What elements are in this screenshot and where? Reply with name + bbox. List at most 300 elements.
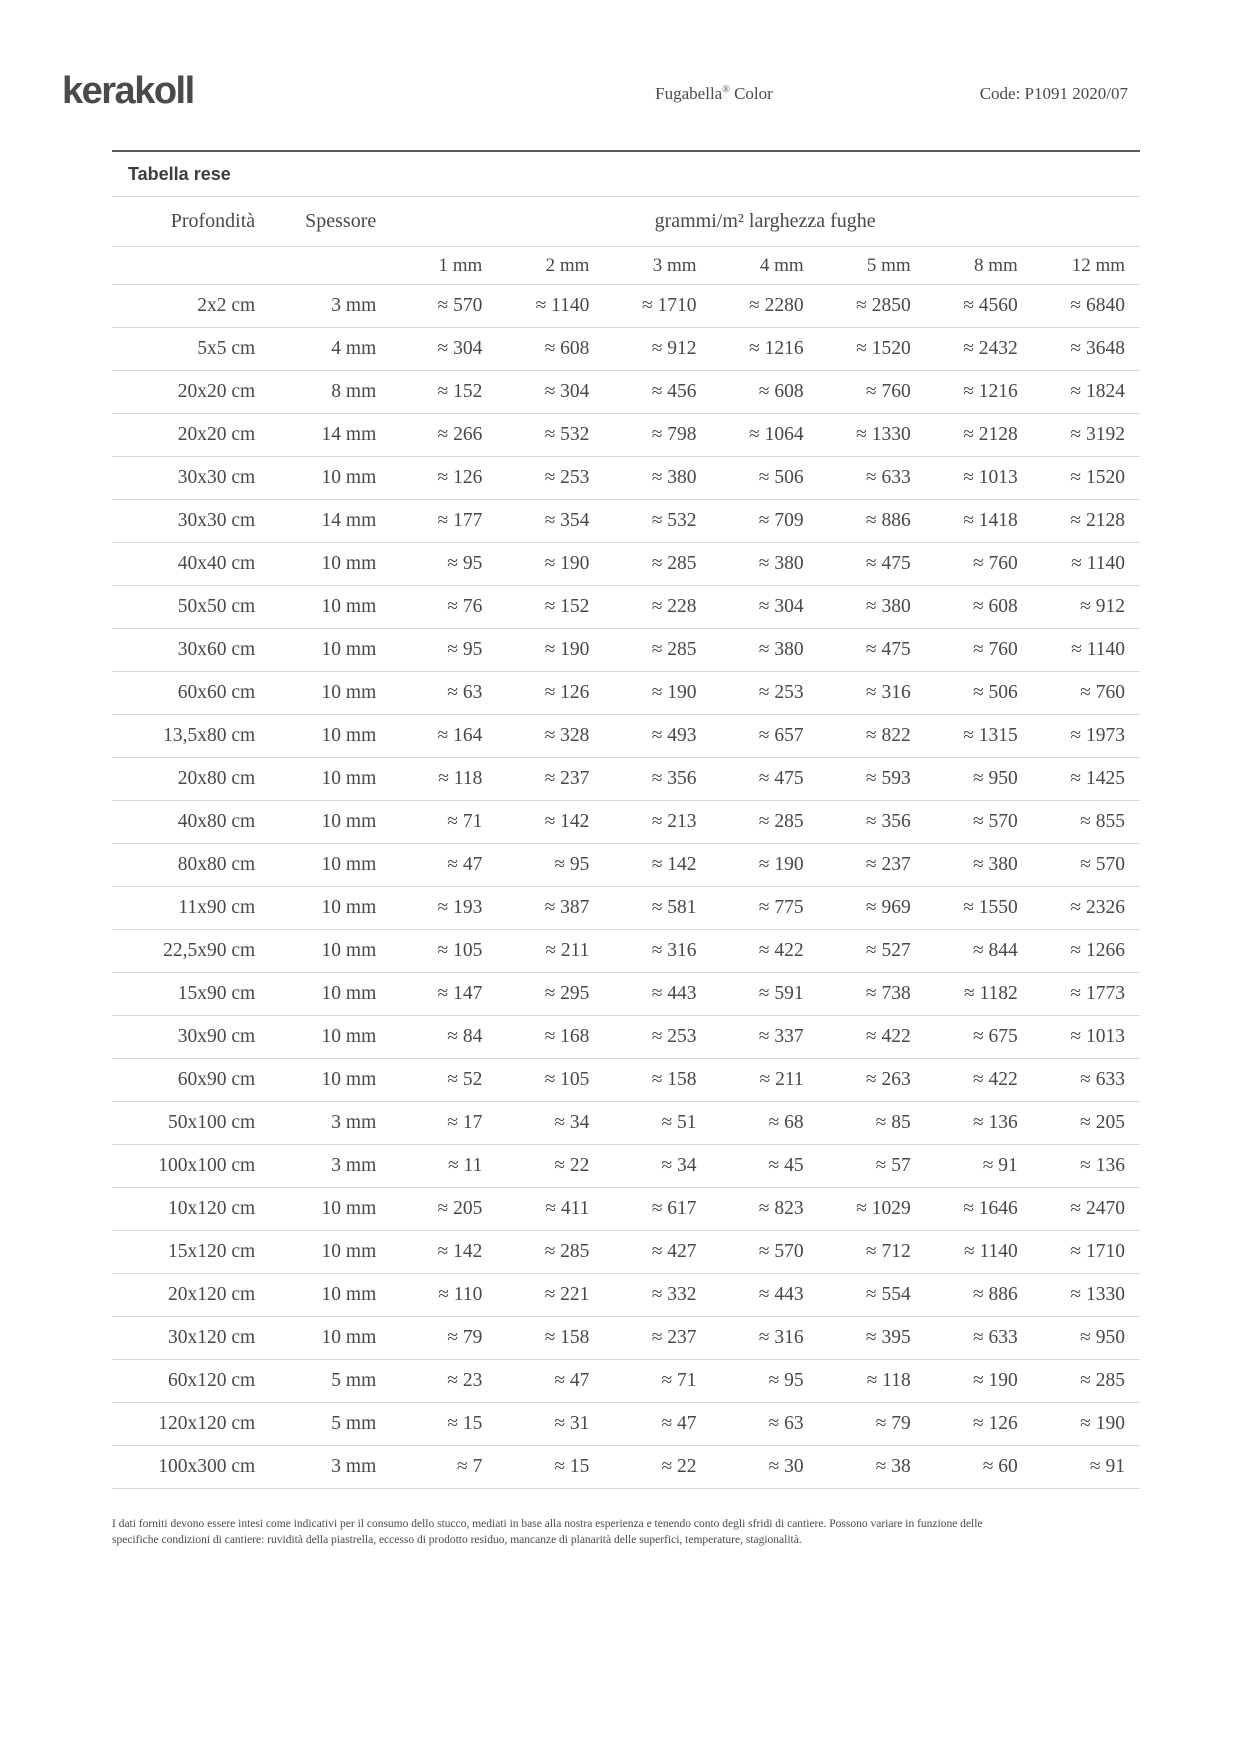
grams-cell: ≈ 158 bbox=[497, 1317, 604, 1360]
table-row bbox=[112, 715, 1140, 758]
tile-format-cell: 2x2 cm bbox=[112, 285, 267, 328]
tile-format-cell: 120x120 cm bbox=[112, 1403, 267, 1446]
table-body bbox=[112, 285, 1140, 1489]
grams-cell: ≈ 253 bbox=[497, 457, 604, 500]
grams-cell: ≈ 304 bbox=[712, 586, 819, 629]
grams-cell: ≈ 190 bbox=[497, 629, 604, 672]
grams-cell: ≈ 1330 bbox=[819, 414, 926, 457]
grams-cell: ≈ 1064 bbox=[712, 414, 819, 457]
grams-cell: ≈ 23 bbox=[390, 1360, 497, 1403]
grams-cell: ≈ 380 bbox=[819, 586, 926, 629]
grams-cell: ≈ 1773 bbox=[1033, 973, 1140, 1016]
grams-cell: ≈ 237 bbox=[819, 844, 926, 887]
grams-cell: ≈ 118 bbox=[390, 758, 497, 801]
tile-format-cell: 20x120 cm bbox=[112, 1274, 267, 1317]
grams-cell: ≈ 71 bbox=[604, 1360, 711, 1403]
grams-cell: ≈ 633 bbox=[819, 457, 926, 500]
grams-cell: ≈ 823 bbox=[712, 1188, 819, 1231]
table-row bbox=[112, 1102, 1140, 1145]
grams-cell: ≈ 950 bbox=[926, 758, 1033, 801]
grams-cell: ≈ 1710 bbox=[1033, 1231, 1140, 1274]
grams-cell: ≈ 380 bbox=[604, 457, 711, 500]
joint-width-header: 5 mm bbox=[819, 247, 926, 285]
grams-cell: ≈ 422 bbox=[926, 1059, 1033, 1102]
table-row bbox=[112, 1403, 1140, 1446]
yield-table bbox=[112, 150, 1140, 1489]
grams-cell: ≈ 136 bbox=[926, 1102, 1033, 1145]
grams-cell: ≈ 328 bbox=[497, 715, 604, 758]
joint-width-header: 12 mm bbox=[1033, 247, 1140, 285]
grams-cell: ≈ 570 bbox=[390, 285, 497, 328]
grams-cell: ≈ 1824 bbox=[1033, 371, 1140, 414]
grams-cell: ≈ 475 bbox=[819, 543, 926, 586]
yield-table-section bbox=[112, 150, 1140, 1489]
grams-cell: ≈ 152 bbox=[390, 371, 497, 414]
grams-cell: ≈ 228 bbox=[604, 586, 711, 629]
thickness-cell: 8 mm bbox=[267, 371, 390, 414]
table-row bbox=[112, 672, 1140, 715]
table-row bbox=[112, 1446, 1140, 1489]
thickness-cell: 10 mm bbox=[267, 758, 390, 801]
grams-cell: ≈ 1646 bbox=[926, 1188, 1033, 1231]
grams-cell: ≈ 354 bbox=[497, 500, 604, 543]
table-row bbox=[112, 371, 1140, 414]
thickness-cell: 10 mm bbox=[267, 629, 390, 672]
grams-cell: ≈ 411 bbox=[497, 1188, 604, 1231]
joint-width-header: 2 mm bbox=[497, 247, 604, 285]
grams-cell: ≈ 760 bbox=[1033, 672, 1140, 715]
grams-cell: ≈ 213 bbox=[604, 801, 711, 844]
grams-cell: ≈ 844 bbox=[926, 930, 1033, 973]
grams-cell: ≈ 253 bbox=[712, 672, 819, 715]
grams-cell: ≈ 30 bbox=[712, 1446, 819, 1489]
tile-format-cell: 30x30 cm bbox=[112, 500, 267, 543]
grams-cell: ≈ 532 bbox=[497, 414, 604, 457]
grams-cell: ≈ 427 bbox=[604, 1231, 711, 1274]
grams-cell: ≈ 316 bbox=[604, 930, 711, 973]
grams-cell: ≈ 1013 bbox=[1033, 1016, 1140, 1059]
grams-cell: ≈ 57 bbox=[819, 1145, 926, 1188]
grams-cell: ≈ 190 bbox=[1033, 1403, 1140, 1446]
tile-format-cell: 10x120 cm bbox=[112, 1188, 267, 1231]
grams-cell: ≈ 912 bbox=[1033, 586, 1140, 629]
grams-cell: ≈ 1216 bbox=[712, 328, 819, 371]
grams-cell: ≈ 221 bbox=[497, 1274, 604, 1317]
tile-format-cell: 30x120 cm bbox=[112, 1317, 267, 1360]
grams-cell: ≈ 1550 bbox=[926, 887, 1033, 930]
table-title: Tabella rese bbox=[112, 151, 1140, 197]
grams-cell: ≈ 285 bbox=[497, 1231, 604, 1274]
grams-cell: ≈ 1425 bbox=[1033, 758, 1140, 801]
grams-cell: ≈ 158 bbox=[604, 1059, 711, 1102]
grams-cell: ≈ 608 bbox=[497, 328, 604, 371]
grams-cell: ≈ 52 bbox=[390, 1059, 497, 1102]
grams-cell: ≈ 1013 bbox=[926, 457, 1033, 500]
grams-cell: ≈ 76 bbox=[390, 586, 497, 629]
grams-cell: ≈ 1266 bbox=[1033, 930, 1140, 973]
product-name: Fugabella bbox=[655, 84, 723, 103]
grams-cell: ≈ 593 bbox=[819, 758, 926, 801]
table-header-row bbox=[112, 197, 1140, 247]
grams-cell: ≈ 456 bbox=[604, 371, 711, 414]
grams-cell: ≈ 1140 bbox=[1033, 543, 1140, 586]
grams-cell: ≈ 190 bbox=[926, 1360, 1033, 1403]
grams-cell: ≈ 34 bbox=[604, 1145, 711, 1188]
thickness-cell: 10 mm bbox=[267, 1317, 390, 1360]
tile-format-cell: 100x100 cm bbox=[112, 1145, 267, 1188]
grams-cell: ≈ 1710 bbox=[604, 285, 711, 328]
table-title-row bbox=[112, 151, 1140, 197]
grams-cell: ≈ 581 bbox=[604, 887, 711, 930]
grams-cell: ≈ 822 bbox=[819, 715, 926, 758]
grams-cell: ≈ 285 bbox=[1033, 1360, 1140, 1403]
grams-cell: ≈ 71 bbox=[390, 801, 497, 844]
grams-cell: ≈ 22 bbox=[497, 1145, 604, 1188]
joint-width-header: 8 mm bbox=[926, 247, 1033, 285]
thickness-cell: 10 mm bbox=[267, 457, 390, 500]
tile-format-cell: 50x50 cm bbox=[112, 586, 267, 629]
grams-cell: ≈ 4560 bbox=[926, 285, 1033, 328]
grams-cell: ≈ 969 bbox=[819, 887, 926, 930]
grams-cell: ≈ 205 bbox=[390, 1188, 497, 1231]
grams-cell: ≈ 118 bbox=[819, 1360, 926, 1403]
grams-cell: ≈ 2326 bbox=[1033, 887, 1140, 930]
column-group-header: grammi/m² larghezza fughe bbox=[390, 197, 1140, 247]
grams-cell: ≈ 1418 bbox=[926, 500, 1033, 543]
grams-cell: ≈ 126 bbox=[497, 672, 604, 715]
table-row bbox=[112, 1274, 1140, 1317]
grams-cell: ≈ 2128 bbox=[1033, 500, 1140, 543]
tile-format-cell: 30x30 cm bbox=[112, 457, 267, 500]
grams-cell: ≈ 47 bbox=[604, 1403, 711, 1446]
table-row bbox=[112, 1360, 1140, 1403]
grams-cell: ≈ 633 bbox=[1033, 1059, 1140, 1102]
registered-mark: ® bbox=[722, 84, 730, 96]
grams-cell: ≈ 136 bbox=[1033, 1145, 1140, 1188]
grams-cell: ≈ 193 bbox=[390, 887, 497, 930]
document-code: Code: P1091 2020/07 bbox=[979, 84, 1128, 103]
grams-cell: ≈ 190 bbox=[712, 844, 819, 887]
thickness-cell: 5 mm bbox=[267, 1403, 390, 1446]
grams-cell: ≈ 285 bbox=[604, 629, 711, 672]
grams-cell: ≈ 11 bbox=[390, 1145, 497, 1188]
document-header bbox=[0, 0, 1241, 130]
grams-cell: ≈ 2128 bbox=[926, 414, 1033, 457]
table-row bbox=[112, 1016, 1140, 1059]
thickness-cell: 10 mm bbox=[267, 672, 390, 715]
grams-cell: ≈ 912 bbox=[604, 328, 711, 371]
grams-cell: ≈ 91 bbox=[926, 1145, 1033, 1188]
tile-format-cell: 40x40 cm bbox=[112, 543, 267, 586]
thickness-cell: 10 mm bbox=[267, 1274, 390, 1317]
grams-cell: ≈ 95 bbox=[390, 543, 497, 586]
grams-cell: ≈ 126 bbox=[926, 1403, 1033, 1446]
tile-format-cell: 80x80 cm bbox=[112, 844, 267, 887]
grams-cell: ≈ 84 bbox=[390, 1016, 497, 1059]
grams-cell: ≈ 190 bbox=[604, 672, 711, 715]
footnote bbox=[112, 1516, 1122, 1548]
grams-cell: ≈ 79 bbox=[819, 1403, 926, 1446]
thickness-cell: 14 mm bbox=[267, 414, 390, 457]
table-row bbox=[112, 500, 1140, 543]
thickness-cell: 3 mm bbox=[267, 1102, 390, 1145]
table-row bbox=[112, 1145, 1140, 1188]
column-header-profondita: Profondità bbox=[112, 197, 267, 247]
grams-cell: ≈ 1973 bbox=[1033, 715, 1140, 758]
grams-cell: ≈ 7 bbox=[390, 1446, 497, 1489]
grams-cell: ≈ 2432 bbox=[926, 328, 1033, 371]
tile-format-cell: 13,5x80 cm bbox=[112, 715, 267, 758]
footnote-line: I dati forniti devono essere intesi come indicativi per il consumo dello stucco, mediati in base alla nostra esperienza e tenendo conto degli sfridi di cantiere. Possono variare in funzione delle bbox=[112, 1518, 983, 1530]
table-row bbox=[112, 801, 1140, 844]
grams-cell: ≈ 85 bbox=[819, 1102, 926, 1145]
thickness-cell: 10 mm bbox=[267, 887, 390, 930]
tile-format-cell: 100x300 cm bbox=[112, 1446, 267, 1489]
grams-cell: ≈ 68 bbox=[712, 1102, 819, 1145]
grams-cell: ≈ 443 bbox=[712, 1274, 819, 1317]
grams-cell: ≈ 22 bbox=[604, 1446, 711, 1489]
grams-cell: ≈ 380 bbox=[712, 543, 819, 586]
kerakoll-logo: kerakoll bbox=[62, 70, 194, 112]
grams-cell: ≈ 147 bbox=[390, 973, 497, 1016]
thickness-cell: 3 mm bbox=[267, 1145, 390, 1188]
grams-cell: ≈ 190 bbox=[497, 543, 604, 586]
grams-cell: ≈ 356 bbox=[819, 801, 926, 844]
grams-cell: ≈ 211 bbox=[712, 1059, 819, 1102]
tile-format-cell: 60x120 cm bbox=[112, 1360, 267, 1403]
grams-cell: ≈ 1029 bbox=[819, 1188, 926, 1231]
empty-cell bbox=[112, 247, 267, 285]
tile-format-cell: 5x5 cm bbox=[112, 328, 267, 371]
thickness-cell: 10 mm bbox=[267, 715, 390, 758]
grams-cell: ≈ 38 bbox=[819, 1446, 926, 1489]
grams-cell: ≈ 657 bbox=[712, 715, 819, 758]
table-row bbox=[112, 887, 1140, 930]
tile-format-cell: 11x90 cm bbox=[112, 887, 267, 930]
table-row bbox=[112, 328, 1140, 371]
table-row bbox=[112, 1231, 1140, 1274]
grams-cell: ≈ 91 bbox=[1033, 1446, 1140, 1489]
grams-cell: ≈ 164 bbox=[390, 715, 497, 758]
grams-cell: ≈ 738 bbox=[819, 973, 926, 1016]
grams-cell: ≈ 304 bbox=[497, 371, 604, 414]
grams-cell: ≈ 356 bbox=[604, 758, 711, 801]
grams-cell: ≈ 47 bbox=[390, 844, 497, 887]
table-row bbox=[112, 1059, 1140, 1102]
grams-cell: ≈ 527 bbox=[819, 930, 926, 973]
grams-cell: ≈ 760 bbox=[926, 629, 1033, 672]
grams-cell: ≈ 152 bbox=[497, 586, 604, 629]
grams-cell: ≈ 211 bbox=[497, 930, 604, 973]
grams-cell: ≈ 395 bbox=[819, 1317, 926, 1360]
grams-cell: ≈ 63 bbox=[390, 672, 497, 715]
tile-format-cell: 30x90 cm bbox=[112, 1016, 267, 1059]
grams-cell: ≈ 1315 bbox=[926, 715, 1033, 758]
grams-cell: ≈ 493 bbox=[604, 715, 711, 758]
grams-cell: ≈ 142 bbox=[604, 844, 711, 887]
thickness-cell: 14 mm bbox=[267, 500, 390, 543]
product-title bbox=[655, 84, 773, 104]
grams-cell: ≈ 443 bbox=[604, 973, 711, 1016]
grams-cell: ≈ 285 bbox=[712, 801, 819, 844]
grams-cell: ≈ 570 bbox=[1033, 844, 1140, 887]
grams-cell: ≈ 45 bbox=[712, 1145, 819, 1188]
grams-cell: ≈ 1330 bbox=[1033, 1274, 1140, 1317]
thickness-cell: 10 mm bbox=[267, 930, 390, 973]
tile-format-cell: 20x80 cm bbox=[112, 758, 267, 801]
tile-format-cell: 30x60 cm bbox=[112, 629, 267, 672]
grams-cell: ≈ 2850 bbox=[819, 285, 926, 328]
grams-cell: ≈ 570 bbox=[926, 801, 1033, 844]
tile-format-cell: 20x20 cm bbox=[112, 371, 267, 414]
thickness-cell: 10 mm bbox=[267, 1231, 390, 1274]
grams-cell: ≈ 3192 bbox=[1033, 414, 1140, 457]
thickness-cell: 4 mm bbox=[267, 328, 390, 371]
grams-cell: ≈ 2470 bbox=[1033, 1188, 1140, 1231]
thickness-cell: 10 mm bbox=[267, 586, 390, 629]
grams-cell: ≈ 110 bbox=[390, 1274, 497, 1317]
tile-format-cell: 22,5x90 cm bbox=[112, 930, 267, 973]
grams-cell: ≈ 506 bbox=[712, 457, 819, 500]
grams-cell: ≈ 95 bbox=[390, 629, 497, 672]
grams-cell: ≈ 760 bbox=[819, 371, 926, 414]
grams-cell: ≈ 1182 bbox=[926, 973, 1033, 1016]
tile-format-cell: 60x60 cm bbox=[112, 672, 267, 715]
grams-cell: ≈ 6840 bbox=[1033, 285, 1140, 328]
tile-format-cell: 15x120 cm bbox=[112, 1231, 267, 1274]
grams-cell: ≈ 1140 bbox=[926, 1231, 1033, 1274]
tile-format-cell: 20x20 cm bbox=[112, 414, 267, 457]
grams-cell: ≈ 3648 bbox=[1033, 328, 1140, 371]
thickness-cell: 10 mm bbox=[267, 1188, 390, 1231]
grams-cell: ≈ 237 bbox=[497, 758, 604, 801]
grams-cell: ≈ 126 bbox=[390, 457, 497, 500]
grams-cell: ≈ 712 bbox=[819, 1231, 926, 1274]
grams-cell: ≈ 532 bbox=[604, 500, 711, 543]
table-row bbox=[112, 457, 1140, 500]
grams-cell: ≈ 95 bbox=[497, 844, 604, 887]
grams-cell: ≈ 51 bbox=[604, 1102, 711, 1145]
thickness-cell: 10 mm bbox=[267, 844, 390, 887]
grams-cell: ≈ 266 bbox=[390, 414, 497, 457]
tile-format-cell: 15x90 cm bbox=[112, 973, 267, 1016]
grams-cell: ≈ 316 bbox=[712, 1317, 819, 1360]
grams-cell: ≈ 31 bbox=[497, 1403, 604, 1446]
grams-cell: ≈ 760 bbox=[926, 543, 1033, 586]
grams-cell: ≈ 60 bbox=[926, 1446, 1033, 1489]
grams-cell: ≈ 422 bbox=[819, 1016, 926, 1059]
column-header-spessore: Spessore bbox=[267, 197, 390, 247]
table-row bbox=[112, 414, 1140, 457]
table-row bbox=[112, 1317, 1140, 1360]
grams-cell: ≈ 709 bbox=[712, 500, 819, 543]
product-suffix: Color bbox=[729, 84, 773, 103]
table-row bbox=[112, 285, 1140, 328]
grams-cell: ≈ 886 bbox=[819, 500, 926, 543]
grams-cell: ≈ 142 bbox=[497, 801, 604, 844]
grams-cell: ≈ 1520 bbox=[1033, 457, 1140, 500]
grams-cell: ≈ 142 bbox=[390, 1231, 497, 1274]
grams-cell: ≈ 205 bbox=[1033, 1102, 1140, 1145]
grams-cell: ≈ 1520 bbox=[819, 328, 926, 371]
joint-width-header: 3 mm bbox=[604, 247, 711, 285]
grams-cell: ≈ 675 bbox=[926, 1016, 1033, 1059]
joint-width-header-row bbox=[112, 247, 1140, 285]
grams-cell: ≈ 63 bbox=[712, 1403, 819, 1446]
tile-format-cell: 60x90 cm bbox=[112, 1059, 267, 1102]
table-row bbox=[112, 758, 1140, 801]
thickness-cell: 3 mm bbox=[267, 285, 390, 328]
grams-cell: ≈ 475 bbox=[819, 629, 926, 672]
grams-cell: ≈ 475 bbox=[712, 758, 819, 801]
joint-width-header: 4 mm bbox=[712, 247, 819, 285]
thickness-cell: 10 mm bbox=[267, 973, 390, 1016]
grams-cell: ≈ 1140 bbox=[497, 285, 604, 328]
grams-cell: ≈ 855 bbox=[1033, 801, 1140, 844]
grams-cell: ≈ 105 bbox=[497, 1059, 604, 1102]
grams-cell: ≈ 422 bbox=[712, 930, 819, 973]
grams-cell: ≈ 633 bbox=[926, 1317, 1033, 1360]
grams-cell: ≈ 2280 bbox=[712, 285, 819, 328]
grams-cell: ≈ 95 bbox=[712, 1360, 819, 1403]
grams-cell: ≈ 15 bbox=[390, 1403, 497, 1446]
grams-cell: ≈ 105 bbox=[390, 930, 497, 973]
grams-cell: ≈ 387 bbox=[497, 887, 604, 930]
grams-cell: ≈ 554 bbox=[819, 1274, 926, 1317]
grams-cell: ≈ 1140 bbox=[1033, 629, 1140, 672]
grams-cell: ≈ 295 bbox=[497, 973, 604, 1016]
tile-format-cell: 40x80 cm bbox=[112, 801, 267, 844]
grams-cell: ≈ 380 bbox=[926, 844, 1033, 887]
grams-cell: ≈ 304 bbox=[390, 328, 497, 371]
table-row bbox=[112, 930, 1140, 973]
grams-cell: ≈ 798 bbox=[604, 414, 711, 457]
table-row bbox=[112, 1188, 1140, 1231]
grams-cell: ≈ 608 bbox=[926, 586, 1033, 629]
grams-cell: ≈ 506 bbox=[926, 672, 1033, 715]
grams-cell: ≈ 17 bbox=[390, 1102, 497, 1145]
grams-cell: ≈ 15 bbox=[497, 1446, 604, 1489]
thickness-cell: 10 mm bbox=[267, 1016, 390, 1059]
grams-cell: ≈ 316 bbox=[819, 672, 926, 715]
grams-cell: ≈ 380 bbox=[712, 629, 819, 672]
grams-cell: ≈ 79 bbox=[390, 1317, 497, 1360]
table-row bbox=[112, 629, 1140, 672]
grams-cell: ≈ 332 bbox=[604, 1274, 711, 1317]
grams-cell: ≈ 570 bbox=[712, 1231, 819, 1274]
grams-cell: ≈ 950 bbox=[1033, 1317, 1140, 1360]
grams-cell: ≈ 285 bbox=[604, 543, 711, 586]
grams-cell: ≈ 1216 bbox=[926, 371, 1033, 414]
grams-cell: ≈ 177 bbox=[390, 500, 497, 543]
footnote-line: specifiche condizioni di cantiere: ruvidità della piastrella, eccesso di prodotto residuo, mancanze di planarità delle superfici, temperature, stagionalità. bbox=[112, 1534, 802, 1546]
grams-cell: ≈ 253 bbox=[604, 1016, 711, 1059]
grams-cell: ≈ 886 bbox=[926, 1274, 1033, 1317]
grams-cell: ≈ 617 bbox=[604, 1188, 711, 1231]
thickness-cell: 10 mm bbox=[267, 543, 390, 586]
grams-cell: ≈ 34 bbox=[497, 1102, 604, 1145]
table-row bbox=[112, 844, 1140, 887]
grams-cell: ≈ 263 bbox=[819, 1059, 926, 1102]
thickness-cell: 5 mm bbox=[267, 1360, 390, 1403]
grams-cell: ≈ 168 bbox=[497, 1016, 604, 1059]
grams-cell: ≈ 608 bbox=[712, 371, 819, 414]
grams-cell: ≈ 591 bbox=[712, 973, 819, 1016]
grams-cell: ≈ 237 bbox=[604, 1317, 711, 1360]
joint-width-header: 1 mm bbox=[390, 247, 497, 285]
empty-cell bbox=[267, 247, 390, 285]
thickness-cell: 3 mm bbox=[267, 1446, 390, 1489]
